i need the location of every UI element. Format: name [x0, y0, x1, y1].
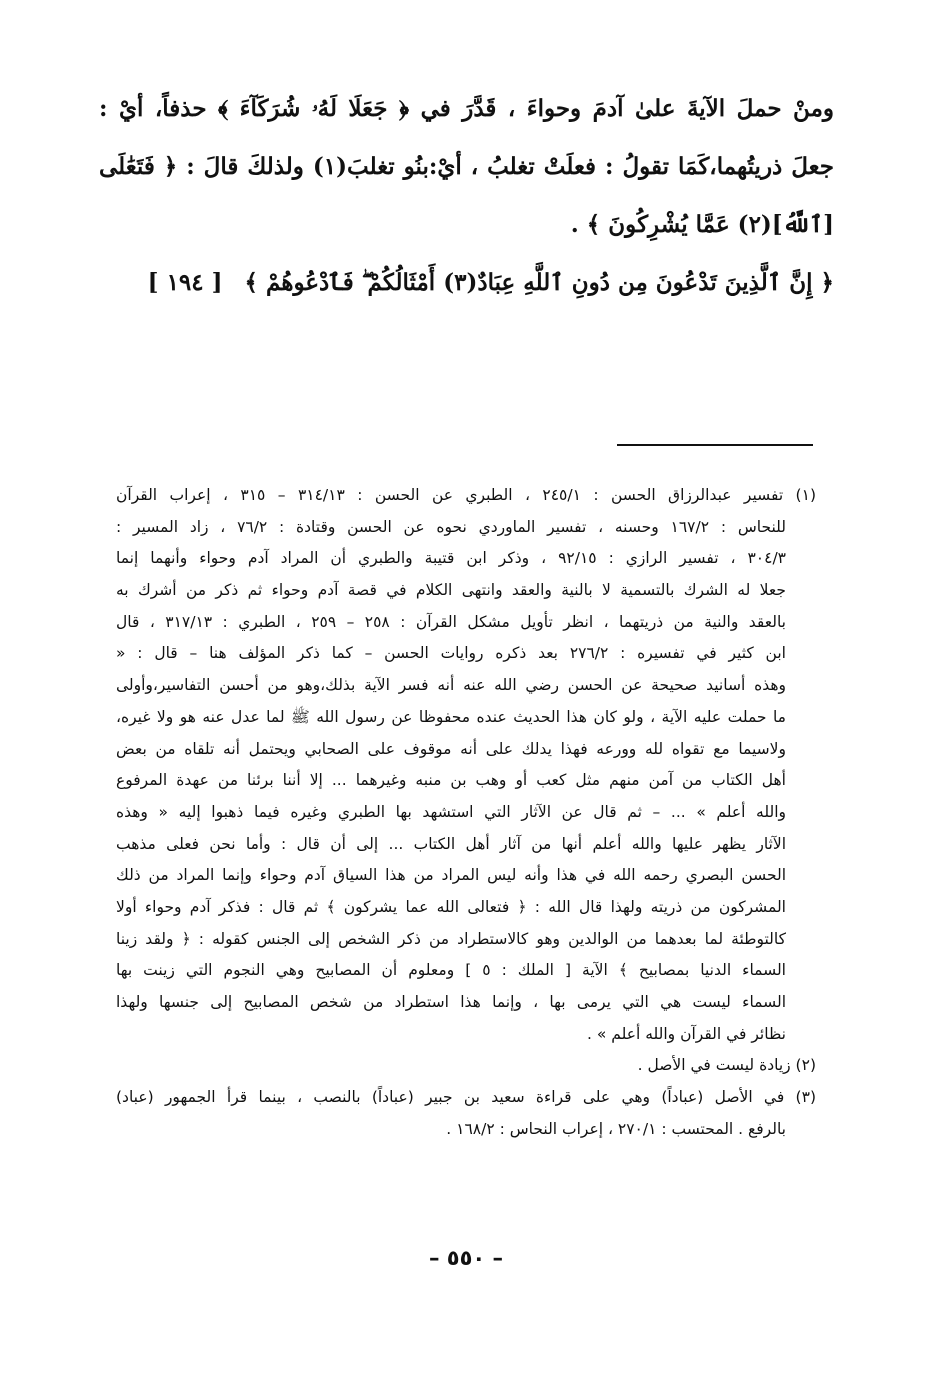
- footnote-1-line: كالتوطئة لما بعدهما من الوالدين وهو كالاستطراد من ذكر الشخص إلى الجنس كقوله : ﴿ ولقد زينا: [116, 929, 786, 948]
- main-text-block: [99, 86, 834, 318]
- footnote-1-line: ولاسيما مع تقواه لله وورعه فهذا يدلك على أنه موقوف على الصحابي ويحتمل أنه تلقاه من بعض: [116, 739, 786, 758]
- footnote-2-line: (٢) زيادة ليست في الأصل .: [637, 1056, 816, 1075]
- footnote-1-line: ٣٠٤/٣ ، تفسير الرازي : ٩٢/١٥ ، وذكر ابن قتيبة والطبري أن المراد آدم وحواء وأنهما إنما: [116, 549, 787, 568]
- footnote-1-line: السماء الدنيا بمصابيح ﴾ الآية [ الملك : ٥ ] ومعلوم أن المصابيح وهي النجوم التي زينت بها: [116, 961, 786, 980]
- footnote-1-line: ابن كثير في تفسيره : ٢٧٦/٢ بعد ذكره روايات الحسن – كما ذكر المؤلف هنا – قال : «: [116, 644, 786, 663]
- footnote-1-line: (١) تفسير عبدالرزاق الحسن : ٢٤٥/١ ، الطبري عن الحسن : ٣١٤/١٣ – ٣١٥ ، إعراب القرآن: [116, 486, 816, 504]
- footnote-3-line: بالرفع . المحتسب : ٢٧٠/١ ، إعراب النحاس : ١٦٨/٢ .: [446, 1119, 786, 1138]
- footnote-divider: [617, 444, 813, 446]
- main-text-line: جعلَ ذريتُهما،كَمَا تقولُ : فعلَتْ تغلبُ ، أيْ:بنُو تغلبَ(١) ولذلكَ قالَ : ﴿ فَتَعَٰلَى: [99, 153, 834, 180]
- footnote-1-line: للنحاس : ١٦٧/٢ وحسنه ، تفسير الماوردي نحوه عن الحسن وقتادة : ٧٦/٢ ، زاد المسير :: [116, 517, 786, 536]
- page-number: – ٥٥٠ –: [428, 1246, 504, 1270]
- main-text-line: ومنْ حملَ الآيةَ علىٰ آدمَ وحواءَ ، قَدَّرَ في ﴿ جَعَلَا لَهُۥ شُرَكَآءَ ﴾ حذفاً، أيْ :: [99, 95, 834, 122]
- quran-verse: ﴿ إِنَّ ٱلَّذِينَ تَدْعُونَ مِن دُونِ ٱللَّهِ عِبَادٌ(٣) أَمْثَالُكُمْ ۖ فَٱدْعُوهُمْ ﴾: [244, 269, 834, 296]
- footnote-1-line: والله أعلم » ... – ثم قال عن الآثار التي استشهد بها الطبري وغيره فيما ذهبوا إليه « وهذه: [116, 802, 786, 821]
- footnote-1-line: بالعقد والنية من ذريتهما ، انظر تأويل مشكل القرآن : ٢٥٨ – ٢٥٩ ، الطبري : ٣١٧/١٣ ، قال: [116, 612, 786, 631]
- main-text-line: [ٱللَّهُ](٢) عَمَّا يُشْرِكُونَ ﴾ .: [570, 211, 834, 238]
- footnote-1-line: جعلا له الشرك بالتسمية لا بالنية والعقد وانتهى الكلام في قصة آدم وحواء ثم ذكر من أشرك به: [116, 581, 786, 600]
- footnotes-block: [116, 480, 816, 1145]
- footnote-3-line: (٣) في الأصل (عباداً) وهي على قراءة سعيد بن جبير (عباداً) بالنصب ، بينما قرأ الجمهور (عباد): [116, 1088, 816, 1107]
- footnote-1-line: الحسن البصري رحمه الله في هذا وأنه ليس المراد من هذا السياق آدم وحواء وإنما المراد من ذلك: [116, 866, 786, 885]
- footnote-1-line: أهل الكتاب من آمن منهم مثل كعب أو وهب بن منبه وغيرهما ... إلا أننا برئنا من عهدة المرفوع: [116, 771, 786, 790]
- quran-verse-line: [99, 260, 834, 318]
- footnote-1-line: المشركون من ذريته ولهذا قال الله : ﴿ فتعالى الله عما يشركون ﴾ ثم قال : فذكر آدم وحواء أولا: [116, 897, 786, 916]
- verse-number: [ ١٩٤ ]: [147, 269, 223, 296]
- footnote-1-line: وهذه أسانيد صحيحة عن الحسن رضي الله عنه أنه فسر الآية بذلك،وهو من أحسن التفاسير،وأولى: [116, 676, 786, 695]
- footnote-1-line: نظائر في القرآن والله أعلم » .: [587, 1024, 786, 1043]
- footnote-1-line: ما حملت عليه الآية ، ولو كان هذا الحديث عنده محفوظا عن رسول الله ﷺ لما عدل عنه هو ولا غيره،: [116, 707, 786, 726]
- footnote-1-line: الآثار يظهر عليها والله أعلم أنها من آثار أهل الكتاب ... إلى أن قال : وأما نحن فعلى مذهب: [116, 834, 786, 853]
- footnote-1-line: السماء ليست هي التي يرمى بها ، وإنما هذا استطراد من شخص المصابيح إلى جنسها ولهذا: [116, 993, 786, 1011]
